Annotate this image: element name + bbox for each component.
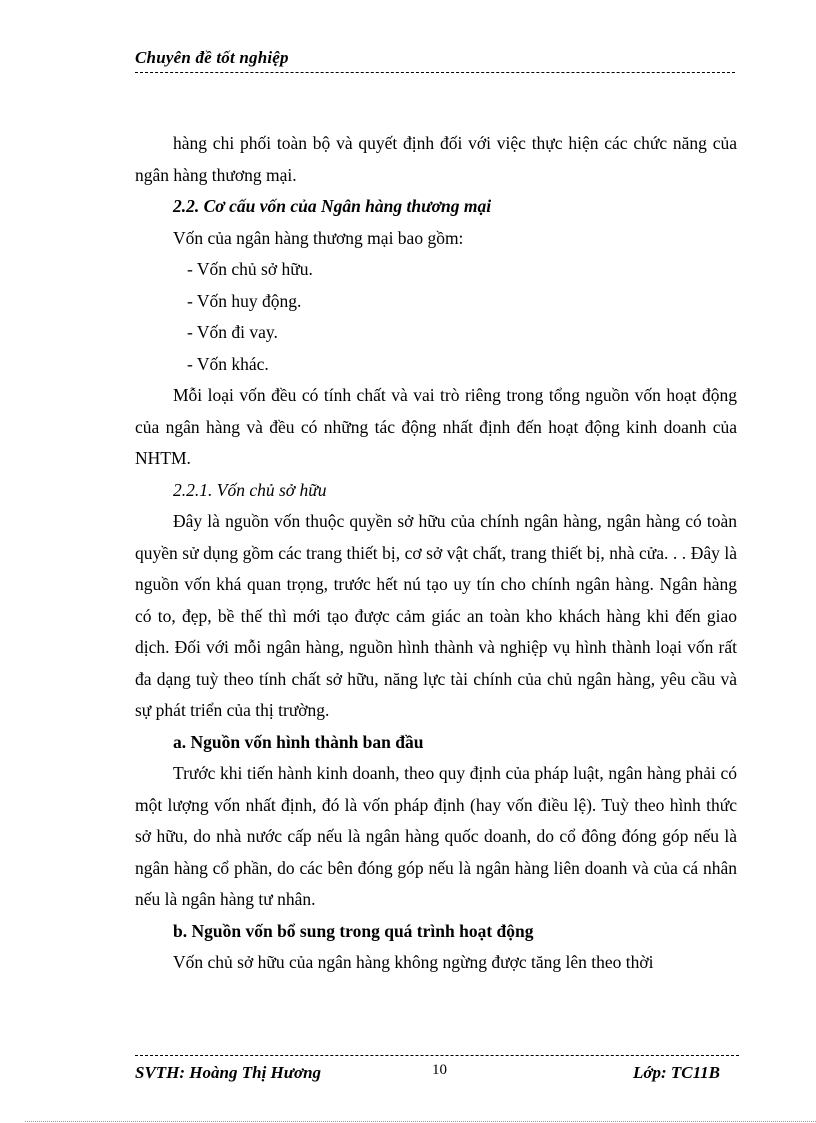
document-body [135, 128, 737, 979]
paragraph-initial-capital: Trước khi tiến hành kinh doanh, theo quy định của pháp luật, ngân hàng phải có một lượng vốn nhất định, đó là vốn pháp định (hay vốn điều lệ). Tuỳ theo hình thức sở hữu, do nhà nước cấp nếu là ngân hàng quốc doanh, do cổ đông đóng góp nếu là ngân hàng cổ phần, do các bên đóng góp nếu là ngân hàng liên doanh và của cá nhân nếu là ngân hàng tư nhân. [135, 763, 737, 909]
heading-additional-capital: b. Nguồn vốn bổ sung trong quá trình hoạt động [173, 920, 534, 941]
paragraph-continuation: hàng chi phối toàn bộ và quyết định đối với việc thực hiện các chức năng của ngân hàng thương mại. [135, 133, 737, 185]
page-number: 10 [432, 1062, 447, 1078]
list-item: - Vốn chủ sở hữu. [187, 259, 313, 279]
footer-author: SVTH: Hoàng Thị Hương [135, 1063, 322, 1082]
footer-class: Lớp: TC11B [632, 1063, 720, 1082]
paragraph-additional-capital: Vốn chủ sở hữu của ngân hàng không ngừng được tăng lên theo thời [173, 952, 654, 972]
list-item: - Vốn khác. [187, 353, 269, 374]
footer-divider [135, 1055, 739, 1056]
list-item: - Vốn đi vay. [187, 322, 278, 342]
subsection-heading-2-2-1: 2.2.1. Vốn chủ sở hữu [173, 479, 327, 500]
header-title: Chuyên đề tốt nghiệp [135, 48, 289, 67]
list-item: - Vốn huy động. [187, 290, 302, 311]
paragraph-capital-types: Mỗi loại vốn đều có tính chất và vai trò riêng trong tổng nguồn vốn hoạt động của ngân hàng và đều có những tác động nhất định đến hoạt động kinh doanh của NHTM. [135, 385, 737, 468]
section-heading-2-2: 2.2. Cơ cấu vốn của Ngân hàng thương mại [173, 196, 492, 216]
paragraph-intro: Vốn của ngân hàng thương mại bao gồm: [173, 227, 464, 248]
header-divider [135, 72, 735, 73]
paragraph-equity-capital: Đây là nguồn vốn thuộc quyền sở hữu của chính ngân hàng, ngân hàng có toàn quyền sử dụng gồm các trang thiết bị, cơ sở vật chất, trang thiết bị, nhà cửa. . . Đây là nguồn vốn khá quan trọng, trước hết nú tạo uy tín cho chính ngân hàng. Ngân hàng có to, đẹp, bề thế thì mới tạo được cảm giác an toàn kho khách hàng khi đến giao dịch. Đối với mỗi ngân hàng, nguồn hình thành và nghiệp vụ hình thành loại vốn rất đa dạng tuỳ theo tính chất sở hữu, năng lực tài chính của chủ ngân hàng, yêu cầu và sự phát triển của thị trường. [135, 511, 737, 720]
page-edge-line [25, 1121, 816, 1122]
heading-initial-capital: a. Nguồn vốn hình thành ban đầu [173, 731, 424, 752]
